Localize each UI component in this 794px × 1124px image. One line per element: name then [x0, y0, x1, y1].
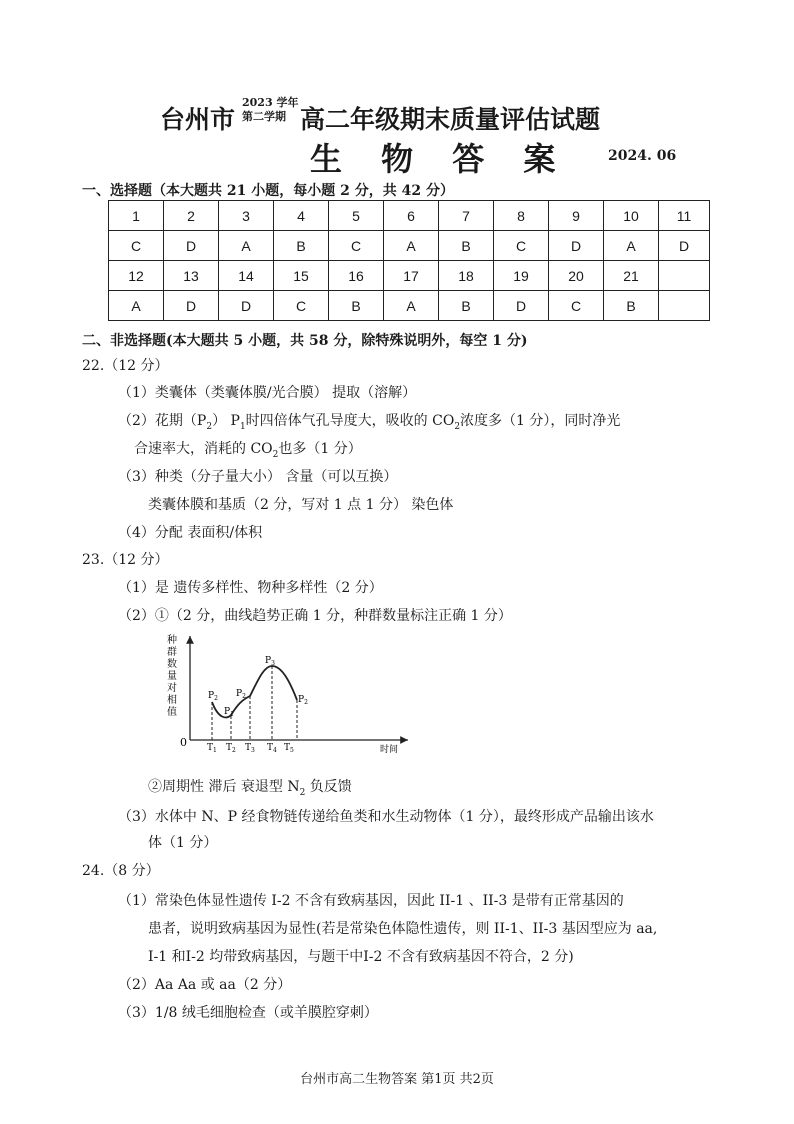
section2-heading: 二、非选择题(本大题共 5 小题，共 58 分，除特殊说明外，每空 1 分) [82, 333, 528, 349]
title-row [160, 96, 640, 136]
q24-line1: （1）常染色体显性遗传 Ⅰ-2 不含有致病基因，因此 II-1 、II-3 是带有正常基因的 [118, 893, 624, 909]
point-label: $P_2$ [298, 695, 308, 706]
q22-line3-part: 也多（1 分） [278, 441, 362, 457]
table-cell: C [274, 291, 329, 321]
q24-line3: Ⅰ-1 和Ⅰ-2 均带致病基因，与题干中Ⅰ-2 不含有致病基因不符合，2 分) [148, 949, 574, 965]
table-cell: D [659, 231, 710, 261]
title-year-bottom: 第二学期 [242, 110, 286, 123]
y-axis-label-char: 种 [167, 635, 177, 646]
table-cell: A [219, 231, 274, 261]
q23-line3-part: 负反馈 [305, 779, 352, 795]
q23-line3 [148, 776, 352, 798]
q22-line5: 类囊体膜和基质（2 分，写对 1 点 1 分） 染色体 [148, 497, 454, 513]
table-cell: C [494, 231, 549, 261]
q23-line1: （1）是 遗传多样性、物种多样性（2 分） [118, 580, 383, 596]
table-cell: 18 [439, 261, 494, 291]
table-row [109, 291, 710, 321]
q22-line2-part: 浓度多（1 分），同时净光 [460, 413, 621, 429]
y-axis-label-char: 值 [167, 707, 177, 718]
table-cell: 10 [604, 201, 659, 231]
point-label: $P_3$ [265, 656, 275, 667]
table-cell: B [439, 231, 494, 261]
table-cell: 6 [384, 201, 439, 231]
table-cell: D [219, 291, 274, 321]
y-axis-label-char: 量 [167, 671, 177, 682]
table-row [109, 261, 710, 291]
table-cell: 19 [494, 261, 549, 291]
q22-line3-part: 合速率大，消耗的 CO [134, 441, 273, 457]
tick-label: $T_3$ [245, 743, 255, 754]
table-cell: 21 [604, 261, 659, 291]
y-axis-label-char: 数 [167, 659, 177, 670]
table-cell: D [164, 291, 219, 321]
table-cell: 8 [494, 201, 549, 231]
q22-header: 22.（12 分） [82, 358, 169, 374]
point-label: $P_2$ [208, 691, 218, 702]
q22-line2-part: （2）花期（P [118, 413, 207, 429]
table-cell: 12 [109, 261, 164, 291]
table-cell: 9 [549, 201, 604, 231]
table-cell [659, 291, 710, 321]
table-cell: B [439, 291, 494, 321]
table-cell: A [604, 231, 659, 261]
q22-line2 [118, 410, 620, 432]
subscript: 2 [272, 449, 279, 460]
table-cell: A [109, 291, 164, 321]
table-cell: 4 [274, 201, 329, 231]
q24-header: 24.（8 分） [82, 863, 160, 879]
q22-line3 [134, 438, 362, 460]
table-cell: 15 [274, 261, 329, 291]
subtitle: 生 物 答 案 [310, 140, 570, 178]
table-cell: B [274, 231, 329, 261]
q23-line4: （3）水体中 N、P 经食物链传递给鱼类和水生动物体（1 分），最终形成产品输出该水 [118, 809, 654, 825]
q22-line2-part: ） P [212, 413, 240, 429]
subscript: 2 [454, 421, 461, 432]
table-row [109, 201, 710, 231]
exam-date: 2024. 06 [608, 148, 677, 164]
q23-line5: 体（1 分） [148, 835, 218, 851]
q24-line5: （3）1/8 绒毛细胞检查（或羊膜腔穿刺） [118, 1005, 378, 1021]
point-label: $P_2$ [236, 689, 246, 700]
table-cell: 11 [659, 201, 710, 231]
q23-line3-part: ②周期性 滞后 衰退型 N [148, 779, 300, 795]
table-cell: 16 [329, 261, 384, 291]
page-footer: 台州市高二生物答案 第1页 共2页 [300, 1072, 494, 1087]
table-cell: 17 [384, 261, 439, 291]
table-cell: 14 [219, 261, 274, 291]
q22-line4: （3）种类（分子量大小） 含量（可以互换） [118, 469, 398, 485]
table-cell: 3 [219, 201, 274, 231]
origin-label: 0 [180, 736, 187, 749]
answer-table [108, 200, 710, 321]
title-year-top: 2023 学年 [242, 96, 299, 109]
table-cell: B [604, 291, 659, 321]
q23-line2: （2）①（2 分，曲线趋势正确 1 分，种群数量标注正确 1 分） [118, 608, 512, 624]
table-cell: 7 [439, 201, 494, 231]
q22-line2-part: 时四倍体气孔导度大，吸收的 CO [245, 413, 455, 429]
tick-label: $T_2$ [226, 743, 236, 754]
page-title: 高二年级期末质量评估试题 [300, 105, 601, 134]
y-axis-label-char: 对 [167, 683, 177, 694]
table-cell: 5 [329, 201, 384, 231]
x-axis-label: 时间 [380, 745, 399, 755]
q22-line1: （1）类囊体（类囊体膜/光合膜） 提取（溶解） [118, 385, 417, 401]
q22-line6: （4）分配 表面积/体积 [118, 525, 263, 541]
section1-heading: 一、选择题（本大题共 21 小题，每小题 2 分，共 42 分） [82, 183, 454, 199]
table-cell: 20 [549, 261, 604, 291]
subscript: 2 [206, 421, 213, 432]
q23-header: 23.（12 分） [82, 552, 169, 568]
subscript: 2 [299, 787, 306, 798]
table-cell: C [329, 231, 384, 261]
table-cell: D [549, 231, 604, 261]
title-city: 台州市 [160, 105, 236, 134]
q24-line4: （2）Aa Aa 或 aa（2 分） [118, 977, 292, 993]
table-cell: B [329, 291, 384, 321]
point-label: $P_1$ [224, 707, 234, 718]
table-row [109, 231, 710, 261]
table-cell: 2 [164, 201, 219, 231]
table-cell: C [109, 231, 164, 261]
table-cell: D [494, 291, 549, 321]
tick-label: $T_1$ [207, 743, 217, 754]
table-cell: A [384, 291, 439, 321]
table-cell [659, 261, 710, 291]
tick-label: $T_4$ [267, 743, 277, 754]
table-cell: A [384, 231, 439, 261]
table-cell: 13 [164, 261, 219, 291]
table-cell: D [164, 231, 219, 261]
subscript: 1 [239, 421, 246, 432]
table-cell: C [549, 291, 604, 321]
table-cell: 1 [109, 201, 164, 231]
population-graph [160, 630, 430, 760]
tick-label: $T_5$ [284, 743, 294, 754]
y-axis-label-char: 群 [167, 647, 177, 658]
q24-line2: 患者，说明致病基因为显性(若是常染色体隐性遗传，则 II-1、II-3 基因型应为 aa, [148, 921, 658, 937]
title-year [242, 96, 298, 124]
y-axis-label-char: 相 [167, 695, 177, 706]
